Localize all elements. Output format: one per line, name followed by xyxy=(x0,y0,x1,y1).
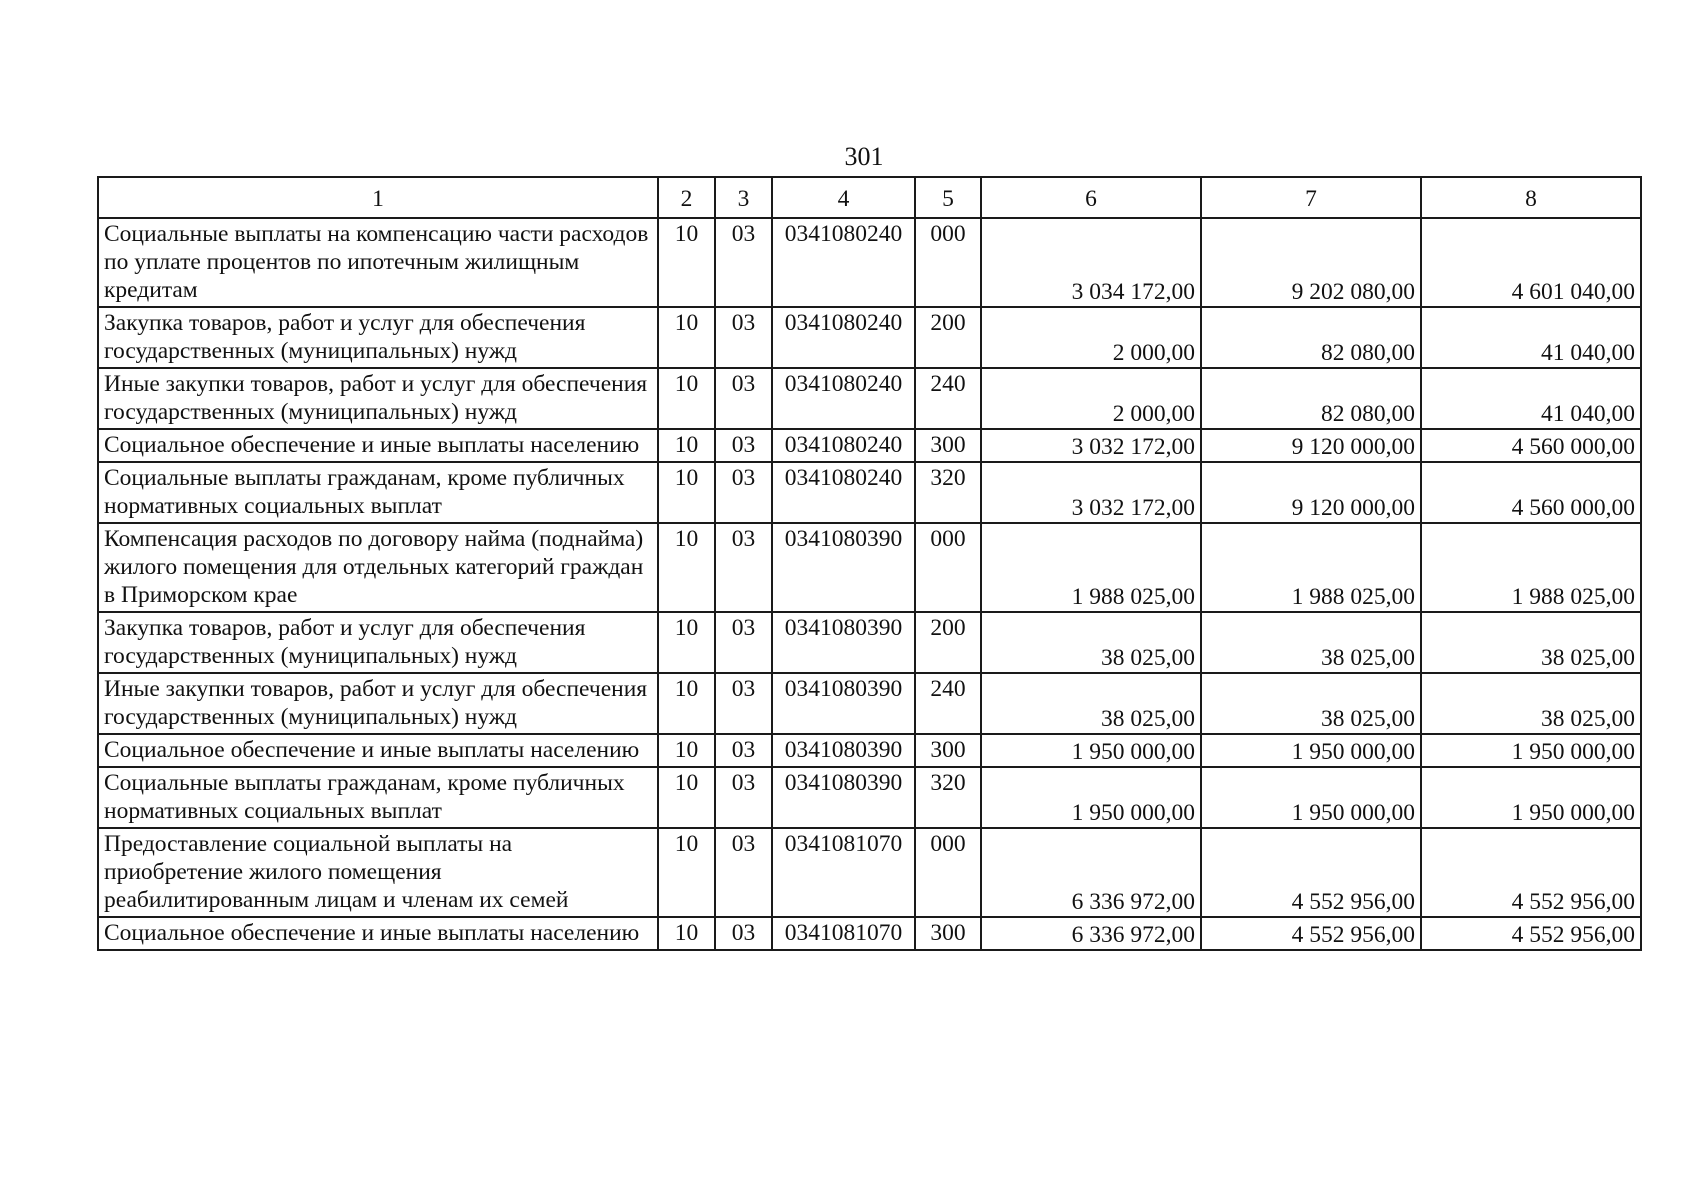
table-body xyxy=(98,218,1641,950)
amount-col6: 2 000,00 xyxy=(981,307,1201,368)
section-code: 10 xyxy=(658,917,715,950)
amount-col7: 4 552 956,00 xyxy=(1201,828,1421,917)
amount-col7: 38 025,00 xyxy=(1201,612,1421,673)
section-code: 10 xyxy=(658,767,715,828)
table-row xyxy=(98,612,1641,673)
row-name: Социальное обеспечение и иные выплаты населению xyxy=(98,917,658,950)
table-row xyxy=(98,368,1641,429)
amount-col7: 38 025,00 xyxy=(1201,673,1421,734)
amount-col7: 9 120 000,00 xyxy=(1201,462,1421,523)
amount-col7: 1 950 000,00 xyxy=(1201,734,1421,767)
table-row xyxy=(98,917,1641,950)
subsection-code: 03 xyxy=(715,734,772,767)
amount-col8: 38 025,00 xyxy=(1421,673,1641,734)
table-row xyxy=(98,429,1641,462)
header-row xyxy=(98,177,1641,218)
subsection-code: 03 xyxy=(715,828,772,917)
amount-col6: 6 336 972,00 xyxy=(981,828,1201,917)
target-article-code: 0341080240 xyxy=(772,307,915,368)
amount-col6: 38 025,00 xyxy=(981,673,1201,734)
expense-type-code: 300 xyxy=(915,429,981,462)
target-article-code: 0341081070 xyxy=(772,917,915,950)
column-header: 6 xyxy=(981,177,1201,218)
section-code: 10 xyxy=(658,612,715,673)
amount-col8: 4 560 000,00 xyxy=(1421,462,1641,523)
target-article-code: 0341081070 xyxy=(772,828,915,917)
row-name: Закупка товаров, работ и услуг для обеспечения государственных (муниципальных) нужд xyxy=(98,612,658,673)
section-code: 10 xyxy=(658,218,715,307)
amount-col8: 4 552 956,00 xyxy=(1421,828,1641,917)
column-header: 3 xyxy=(715,177,772,218)
subsection-code: 03 xyxy=(715,368,772,429)
amount-col6: 2 000,00 xyxy=(981,368,1201,429)
amount-col7: 9 120 000,00 xyxy=(1201,429,1421,462)
expense-type-code: 000 xyxy=(915,523,981,612)
table-row xyxy=(98,673,1641,734)
section-code: 10 xyxy=(658,307,715,368)
subsection-code: 03 xyxy=(715,462,772,523)
target-article-code: 0341080390 xyxy=(772,734,915,767)
budget-table xyxy=(97,176,1642,951)
table-row xyxy=(98,828,1641,917)
expense-type-code: 240 xyxy=(915,673,981,734)
subsection-code: 03 xyxy=(715,307,772,368)
amount-col6: 1 950 000,00 xyxy=(981,734,1201,767)
table-row xyxy=(98,523,1641,612)
row-name: Социальное обеспечение и иные выплаты населению xyxy=(98,734,658,767)
amount-col7: 4 552 956,00 xyxy=(1201,917,1421,950)
amount-col8: 41 040,00 xyxy=(1421,368,1641,429)
expense-type-code: 200 xyxy=(915,612,981,673)
amount-col6: 1 950 000,00 xyxy=(981,767,1201,828)
section-code: 10 xyxy=(658,368,715,429)
target-article-code: 0341080390 xyxy=(772,612,915,673)
section-code: 10 xyxy=(658,523,715,612)
amount-col8: 1 950 000,00 xyxy=(1421,767,1641,828)
amount-col7: 9 202 080,00 xyxy=(1201,218,1421,307)
subsection-code: 03 xyxy=(715,767,772,828)
subsection-code: 03 xyxy=(715,523,772,612)
amount-col6: 3 032 172,00 xyxy=(981,462,1201,523)
expense-type-code: 200 xyxy=(915,307,981,368)
amount-col8: 1 988 025,00 xyxy=(1421,523,1641,612)
row-name: Иные закупки товаров, работ и услуг для обеспечения государственных (муниципальных) нужд xyxy=(98,673,658,734)
subsection-code: 03 xyxy=(715,673,772,734)
table-row xyxy=(98,767,1641,828)
column-header: 1 xyxy=(98,177,658,218)
amount-col7: 1 950 000,00 xyxy=(1201,767,1421,828)
target-article-code: 0341080390 xyxy=(772,523,915,612)
expense-type-code: 300 xyxy=(915,734,981,767)
amount-col6: 6 336 972,00 xyxy=(981,917,1201,950)
section-code: 10 xyxy=(658,429,715,462)
amount-col7: 82 080,00 xyxy=(1201,307,1421,368)
row-name: Иные закупки товаров, работ и услуг для обеспечения государственных (муниципальных) нужд xyxy=(98,368,658,429)
row-name: Социальные выплаты гражданам, кроме публичных нормативных социальных выплат xyxy=(98,462,658,523)
expense-type-code: 300 xyxy=(915,917,981,950)
page-number: 301 xyxy=(844,142,884,171)
target-article-code: 0341080240 xyxy=(772,429,915,462)
amount-col8: 4 552 956,00 xyxy=(1421,917,1641,950)
table-row xyxy=(98,734,1641,767)
target-article-code: 0341080240 xyxy=(772,368,915,429)
column-header: 4 xyxy=(772,177,915,218)
row-name: Социальные выплаты на компенсацию части расходов по уплате процентов по ипотечным жилищным кредитам xyxy=(98,218,658,307)
column-header: 5 xyxy=(915,177,981,218)
row-name: Закупка товаров, работ и услуг для обеспечения государственных (муниципальных) нужд xyxy=(98,307,658,368)
row-name: Компенсация расходов по договору найма (поднайма) жилого помещения для отдельных категорий граждан в Приморском крае xyxy=(98,523,658,612)
amount-col8: 41 040,00 xyxy=(1421,307,1641,368)
row-name: Социальное обеспечение и иные выплаты населению xyxy=(98,429,658,462)
amount-col6: 1 988 025,00 xyxy=(981,523,1201,612)
subsection-code: 03 xyxy=(715,917,772,950)
section-code: 10 xyxy=(658,734,715,767)
target-article-code: 0341080390 xyxy=(772,767,915,828)
row-name: Социальные выплаты гражданам, кроме публичных нормативных социальных выплат xyxy=(98,767,658,828)
section-code: 10 xyxy=(658,673,715,734)
table-row xyxy=(98,307,1641,368)
target-article-code: 0341080240 xyxy=(772,462,915,523)
amount-col8: 38 025,00 xyxy=(1421,612,1641,673)
expense-type-code: 320 xyxy=(915,462,981,523)
expense-type-code: 320 xyxy=(915,767,981,828)
column-header: 8 xyxy=(1421,177,1641,218)
amount-col6: 3 034 172,00 xyxy=(981,218,1201,307)
table-row xyxy=(98,462,1641,523)
amount-col8: 1 950 000,00 xyxy=(1421,734,1641,767)
subsection-code: 03 xyxy=(715,218,772,307)
amount-col8: 4 601 040,00 xyxy=(1421,218,1641,307)
expense-type-code: 000 xyxy=(915,828,981,917)
section-code: 10 xyxy=(658,462,715,523)
expense-type-code: 240 xyxy=(915,368,981,429)
table-row xyxy=(98,218,1641,307)
amount-col7: 1 988 025,00 xyxy=(1201,523,1421,612)
target-article-code: 0341080240 xyxy=(772,218,915,307)
row-name: Предоставление социальной выплаты на приобретение жилого помещения реабилитированным лицам и членам их семей xyxy=(98,828,658,917)
amount-col6: 38 025,00 xyxy=(981,612,1201,673)
amount-col6: 3 032 172,00 xyxy=(981,429,1201,462)
amount-col7: 82 080,00 xyxy=(1201,368,1421,429)
target-article-code: 0341080390 xyxy=(772,673,915,734)
column-header: 2 xyxy=(658,177,715,218)
subsection-code: 03 xyxy=(715,612,772,673)
expense-type-code: 000 xyxy=(915,218,981,307)
subsection-code: 03 xyxy=(715,429,772,462)
section-code: 10 xyxy=(658,828,715,917)
amount-col8: 4 560 000,00 xyxy=(1421,429,1641,462)
column-header: 7 xyxy=(1201,177,1421,218)
